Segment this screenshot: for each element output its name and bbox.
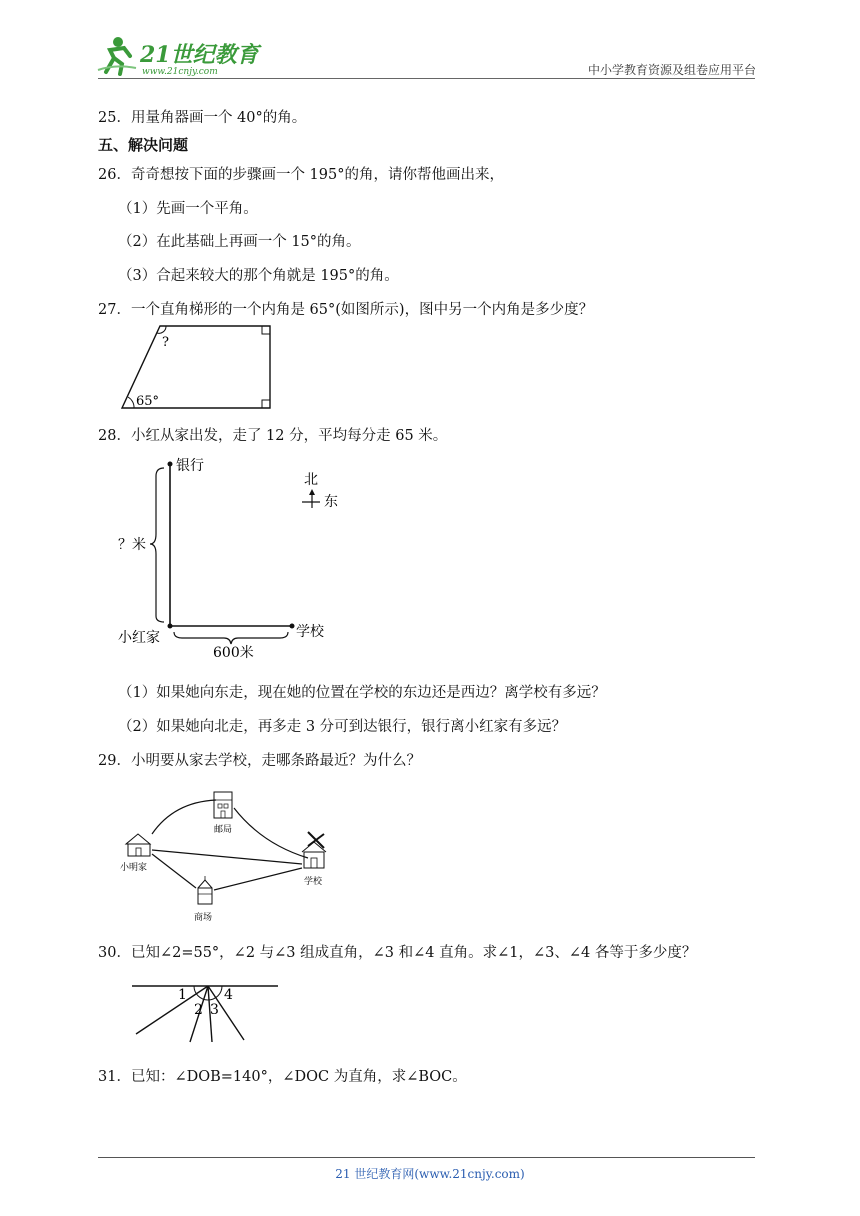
post-office-label: 邮局 (214, 825, 233, 835)
sub-question-1: （1）如果她向东走，现在她的位置在学校的东边还是西边？离学校有多远？ (118, 685, 606, 701)
trapezoid-figure (118, 322, 278, 414)
distance-600-label: 600米 (213, 645, 254, 661)
house-icon (126, 834, 150, 856)
footer-divider (98, 1157, 755, 1158)
home-label: 小红家 (118, 630, 160, 646)
question-text: 奇奇想按下面的步骤画一个 195°的角，请你帮他画出来， (130, 167, 504, 183)
question-26 (98, 163, 504, 184)
post-office-icon (214, 792, 232, 818)
sub-question-2: （2）如果她向北走，再多走 3 分可到达银行，银行离小红家有多远？ (118, 719, 567, 735)
question-number: 26． (98, 167, 131, 183)
school-icon (302, 832, 326, 868)
question-text: 已知∠2=55°，∠2 与∠3 组成直角，∠3 和∠4 直角。求∠1，∠3、∠4 各等于多少度？ (130, 945, 697, 961)
mall-icon (198, 876, 212, 904)
header-divider (98, 78, 755, 79)
angle-4-label: 4 (224, 987, 233, 1003)
step-2: （2）在此基础上再画一个 15°的角。 (118, 234, 361, 250)
question-30 (98, 941, 696, 962)
section-title: 五、解决问题 (98, 136, 189, 154)
paths-figure (112, 780, 362, 926)
header-platform-text: 中小学教育资源及组卷应用平台 (587, 63, 756, 77)
school-label: 学校 (296, 624, 324, 640)
unknown-angle-label: ? (162, 335, 169, 350)
question-25 (98, 106, 306, 127)
north-label: 北 (304, 472, 318, 488)
runner-icon (98, 37, 136, 74)
question-number: 27． (98, 302, 131, 318)
question-number: 31． (98, 1069, 131, 1085)
question-28 (98, 424, 447, 445)
question-31 (98, 1065, 467, 1086)
logo-text: 21世纪教育 (140, 42, 259, 68)
angle-3-label: 3 (210, 1002, 219, 1018)
question-27 (98, 298, 593, 319)
logo (96, 34, 266, 76)
angle-1-label: 1 (178, 987, 187, 1003)
unknown-distance-label: ？米 (118, 537, 146, 553)
question-text: 已知：∠DOB=140°，∠DOC 为直角，求∠BOC。 (130, 1069, 467, 1085)
question-number: 29． (98, 753, 131, 769)
angle-2-label: 2 (194, 1002, 203, 1018)
question-text: 小明要从家去学校，走哪条路最近？为什么？ (130, 753, 421, 769)
angles-figure (126, 976, 286, 1046)
logo-url: www.21cnjy.com (142, 67, 218, 76)
question-text: 小红从家出发，走了 12 分，平均每分走 65 米。 (130, 428, 448, 444)
angle-65-label: 65° (136, 394, 160, 409)
school-label: 学校 (304, 877, 323, 887)
question-number: 30． (98, 945, 131, 961)
question-text: 一个直角梯形的一个内角是 65°(如图所示)，图中另一个内角是多少度？ (130, 302, 594, 318)
question-number: 28． (98, 428, 131, 444)
question-29 (98, 749, 421, 770)
step-3: （3）合起来较大的那个角就是 195°的角。 (118, 268, 399, 284)
route-map-figure (112, 452, 362, 664)
mall-label: 商场 (194, 913, 213, 923)
east-label: 东 (324, 494, 338, 510)
footer-text: 21 世纪教育网(www.21cnjy.com) (335, 1167, 525, 1181)
step-1: （1）先画一个平角。 (118, 201, 258, 217)
question-number: 25． (98, 110, 131, 126)
home-label: 小明家 (120, 863, 148, 873)
bank-label: 银行 (176, 458, 204, 474)
compass-icon (302, 472, 338, 510)
question-text: 用量角器画一个 40°的角。 (130, 110, 307, 126)
